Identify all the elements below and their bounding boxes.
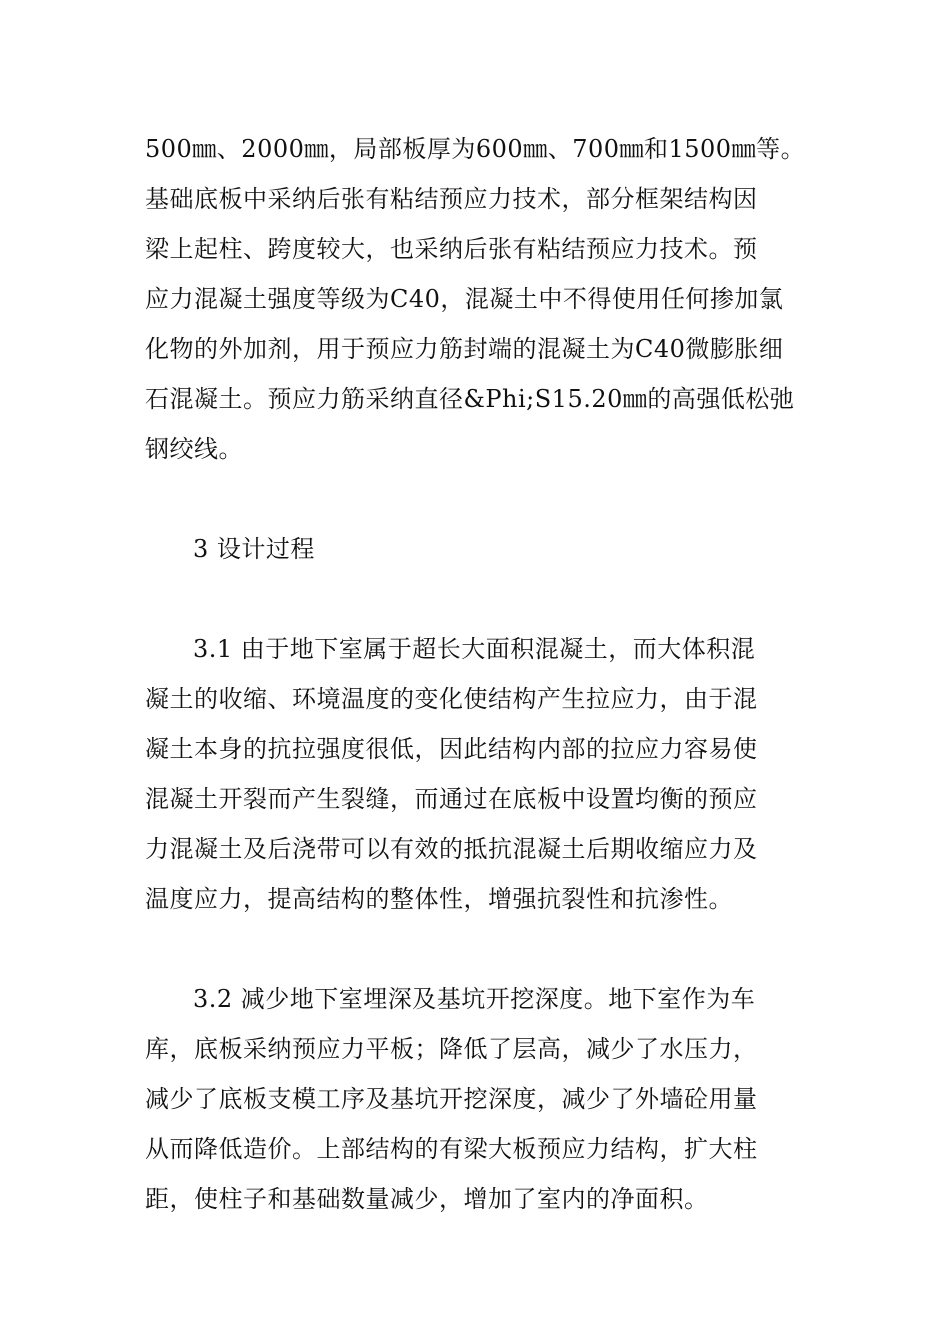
intro-line-2: 基础底板中采纳后张有粘结预应力技术，部分框架结构因	[145, 185, 758, 213]
p31-line-4: 混凝土开裂而产生裂缝，而通过在底板中设置均衡的预应	[145, 785, 758, 813]
p31-line-1: 3.1 由于地下室属于超长大面积混凝土，而大体积混	[193, 635, 756, 663]
intro-line-4: 应力混凝土强度等级为C40，混凝土中不得使用任何掺加氯	[145, 285, 784, 313]
p31-line-6: 温度应力，提高结构的整体性，增强抗裂性和抗渗性。	[145, 885, 733, 913]
p31-line-5: 力混凝土及后浇带可以有效的抵抗混凝土后期收缩应力及	[145, 835, 758, 863]
p32-line-4: 从而降低造价。上部结构的有梁大板预应力结构，扩大柱	[145, 1135, 758, 1163]
section-heading: 3 设计过程	[193, 535, 315, 563]
p32-line-3: 减少了底板支模工序及基坑开挖深度，减少了外墙砼用量	[145, 1085, 758, 1113]
p32-line-2: 库，底板采纳预应力平板；降低了层高，减少了水压力，	[145, 1035, 758, 1063]
intro-line-1: 500㎜、2000㎜，局部板厚为600㎜、700㎜和1500㎜等。	[145, 135, 806, 163]
intro-line-6: 石混凝土。预应力筋采纳直径&Phi;S15.20㎜的高强低松弛	[145, 385, 795, 413]
p31-line-3: 凝土本身的抗拉强度很低，因此结构内部的拉应力容易使	[145, 735, 758, 763]
intro-line-3: 梁上起柱、跨度较大，也采纳后张有粘结预应力技术。预	[145, 235, 758, 263]
p32-line-5: 距，使柱子和基础数量减少，增加了室内的净面积。	[145, 1185, 709, 1213]
intro-line-5: 化物的外加剂，用于预应力筋封端的混凝土为C40微膨胀细	[145, 335, 784, 363]
p32-line-1: 3.2 减少地下室埋深及基坑开挖深度。地下室作为车	[193, 985, 756, 1013]
p31-line-2: 凝土的收缩、环境温度的变化使结构产生拉应力，由于混	[145, 685, 758, 713]
intro-line-7: 钢绞线。	[145, 435, 243, 463]
